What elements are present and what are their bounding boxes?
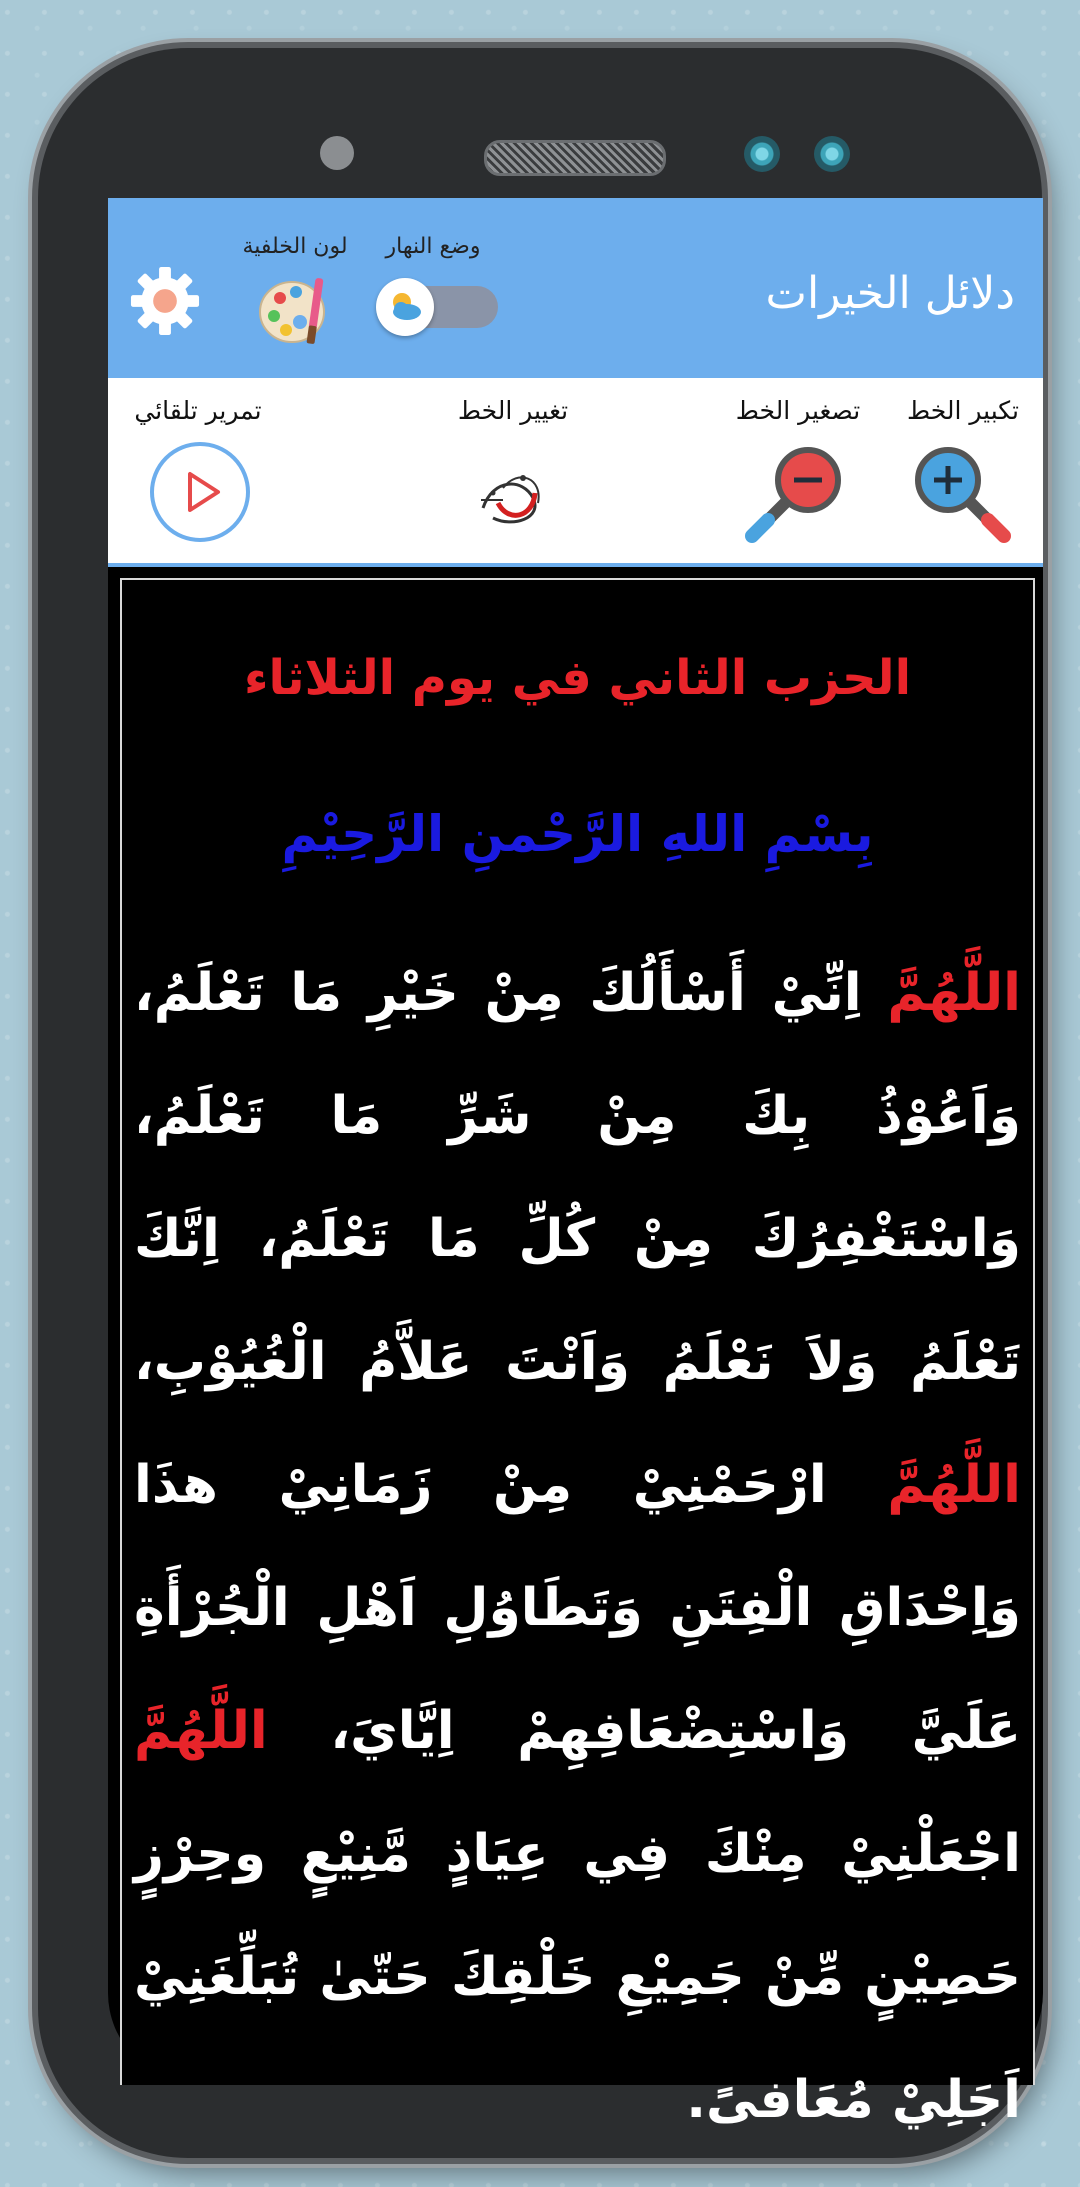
change-font-label: تغيير الخط xyxy=(457,396,569,425)
proximity-sensor xyxy=(320,136,354,170)
front-camera-icon xyxy=(814,136,850,172)
zoom-out-icon[interactable] xyxy=(738,440,848,550)
allahumma-highlight: اللَّهُمَّ xyxy=(887,963,1021,1023)
section-heading: الحزب الثاني في يوم الثلاثاء xyxy=(243,650,912,706)
toggle-knob xyxy=(376,278,434,336)
prayer-text-area[interactable] xyxy=(120,578,1035,2130)
basmala: بِسْمِ اللهِ الرَّحْمنِ الرَّحِيْمِ xyxy=(281,805,874,863)
allahumma-highlight: اللَّهُمَّ xyxy=(134,1701,268,1761)
change-font-tool[interactable] xyxy=(438,378,588,563)
app-screen xyxy=(108,198,1043,2130)
prayer-text: اِنِّيْ أَسْأَلُكَ مِنْ خَيْرِ مَا تَعْلَمُ، وَاَعُوْذُ بِكَ مِنْ شَرِّ مَا تَعْلَمُ، وَاسْتَغْفِرُكَ مِنْ كُلِّ مَا تَعْلَمُ، اِنَّكَ تَعْلَمُ وَلاَ نَعْلَمُ وَاَنْتَ عَلاَّمُ الْغُيُوْبِ، xyxy=(134,963,1021,1392)
app-title: دلائل الخيرات xyxy=(765,268,1015,319)
allahumma-highlight: اللَّهُمَّ xyxy=(887,1455,1021,1515)
phone-frame xyxy=(38,48,1042,2158)
app-bar xyxy=(108,198,1043,378)
zoom-out-label: تصغير الخط xyxy=(735,396,861,425)
play-icon[interactable] xyxy=(148,440,252,544)
front-camera-icon xyxy=(744,136,780,172)
prayer-text: اجْعَلْنِيْ مِنْكَ فِي عِيَاذٍ مَّنِيْعٍ وحِرْزٍ حَصِيْنٍ مِّنْ جَمِيْعِ خَلْقِكَ حَتّىٰ تُبَلِّغَنِيْ اَجَلِيْ مُعَافىً. xyxy=(134,1824,1021,2130)
calligraphy-icon[interactable] xyxy=(463,448,563,548)
settings-gear-icon[interactable] xyxy=(128,264,202,338)
earpiece-speaker xyxy=(484,140,666,176)
zoom-in-tool[interactable] xyxy=(893,378,1033,563)
zoom-in-icon[interactable] xyxy=(908,440,1018,550)
sun-cloud-icon xyxy=(376,278,434,336)
day-mode-toggle[interactable] xyxy=(380,286,498,328)
day-mode-label: وضع النهار xyxy=(385,234,481,259)
toolbar xyxy=(108,378,1043,567)
prayer-body xyxy=(134,932,1021,2162)
day-mode-control[interactable] xyxy=(358,234,508,374)
zoom-out-tool[interactable] xyxy=(718,378,878,563)
background-color-control[interactable] xyxy=(230,234,360,374)
zoom-in-label: تكبير الخط xyxy=(906,396,1020,425)
auto-scroll-tool[interactable] xyxy=(118,378,278,563)
auto-scroll-label: تمرير تلقائي xyxy=(134,396,262,425)
background-color-label: لون الخلفية xyxy=(242,234,348,259)
palette-icon[interactable] xyxy=(256,270,336,350)
prayer-text: ارْحَمْنِيْ مِنْ زَمَانِيْ هذَا وَاِحْدَاقِ الْفِتَنِ وَتَطَاوُلِ اَهْلِ الْجُرْأَةِ عَلَيَّ وَاسْتِضْعَافِهِمْ اِيَّايَ، xyxy=(134,1455,1021,1761)
